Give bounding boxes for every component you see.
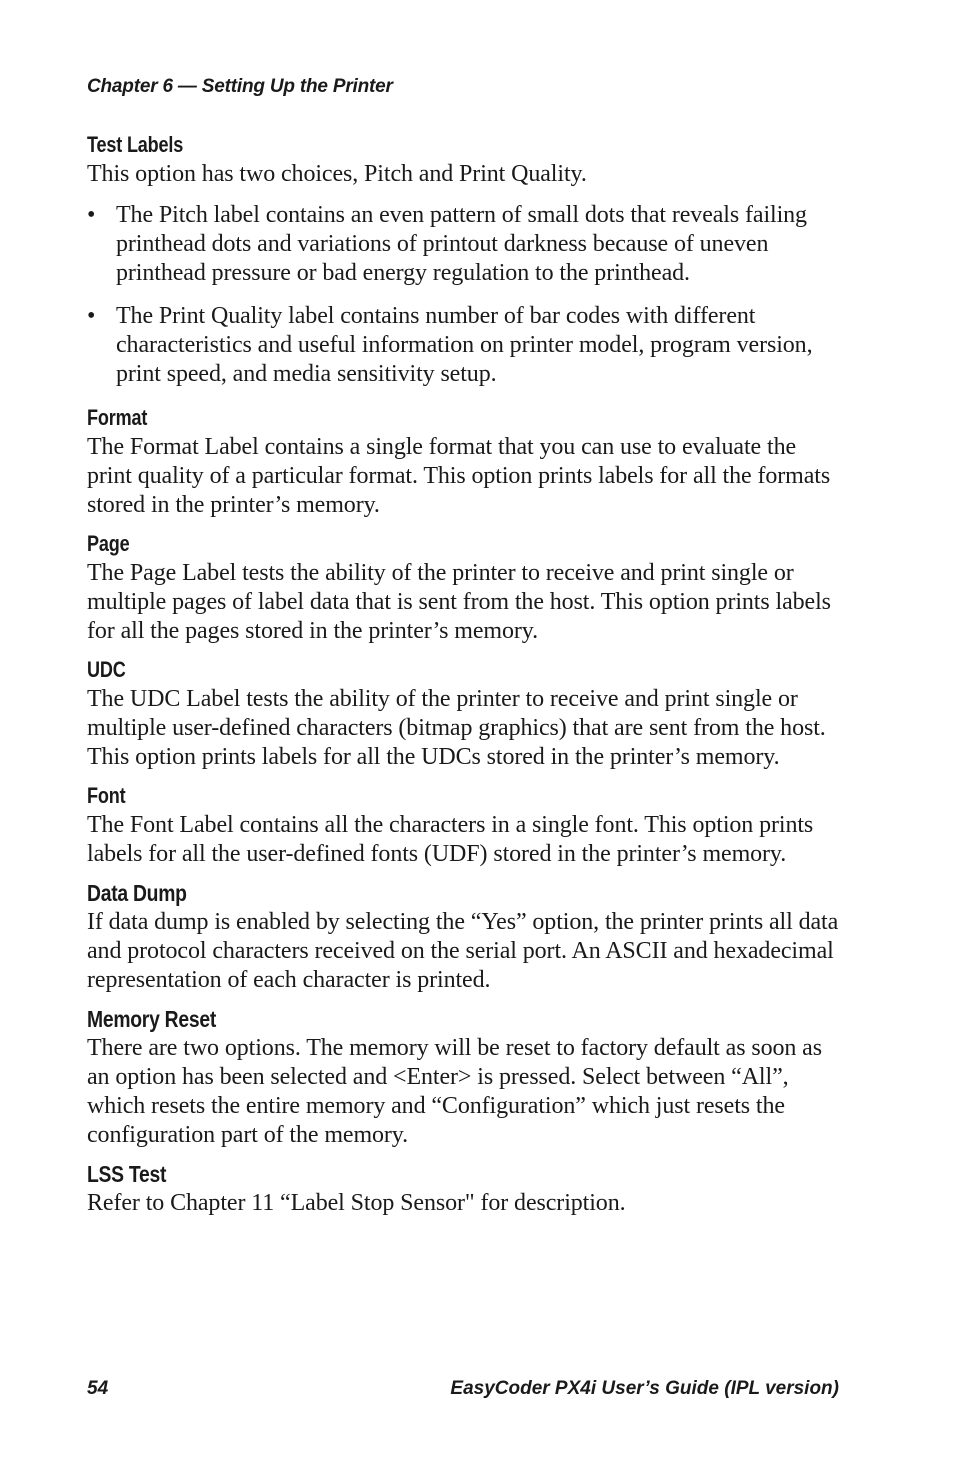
page-content xyxy=(87,130,839,1227)
bullet-mark: • xyxy=(87,202,96,228)
section-memory-reset xyxy=(87,1004,839,1150)
page-number: 54 xyxy=(87,1378,109,1399)
memory-reset-body: There are two options. The memory will be reset to factory default as soon as an option has been selected and <Enter> is pressed. Select between “All”, which resets the entire memory and “Configuration” which just resets the configuration part of the memory. xyxy=(87,1035,822,1148)
section-font xyxy=(87,781,839,869)
section-data-dump xyxy=(87,878,839,995)
bullet-mark: • xyxy=(87,303,96,329)
format-body: The Format Label contains a single format that you can use to evaluate the print quality of a particular format. This option prints labels for all the formats stored in the printer’s memory. xyxy=(87,434,831,518)
data-dump-body: If data dump is enabled by selecting the “Yes” option, the printer prints all data and protocol characters received on the serial port. An ASCII and hexadecimal representation of each character is printed. xyxy=(87,909,839,993)
subheading-format: Format xyxy=(87,405,148,430)
heading-data-dump: Data Dump xyxy=(87,880,187,906)
bullet-text-print-quality: The Print Quality label contains number of bar codes with different characteristics and useful information on printer model, program version, print speed, and media sensitivity setup. xyxy=(116,303,813,387)
lss-test-body: Refer to Chapter 11 “Label Stop Sensor" for description. xyxy=(87,1190,626,1216)
bullet-text-pitch: The Pitch label contains an even pattern of small dots that reveals failing printhead dots and variations of printout darkness because of uneven printhead pressure or bad energy regulation to the printhead. xyxy=(116,202,807,286)
bullet-item-print-quality xyxy=(87,302,839,389)
document-page xyxy=(87,0,839,1475)
bullet-item-pitch xyxy=(87,201,839,288)
heading-lss-test: LSS Test xyxy=(87,1161,167,1187)
subheading-font: Font xyxy=(87,783,126,808)
section-page xyxy=(87,529,839,646)
section-format xyxy=(87,403,839,520)
subheading-test-labels: Test Labels xyxy=(87,132,184,157)
test-labels-intro: This option has two choices, Pitch and Print Quality. xyxy=(87,161,587,187)
page-body: The Page Label tests the ability of the printer to receive and print single or multiple pages of label data that is sent from the host. This option prints labels for all the pages stored in the printer’s memory. xyxy=(87,560,831,644)
section-udc xyxy=(87,655,839,772)
heading-memory-reset: Memory Reset xyxy=(87,1006,217,1032)
subheading-udc: UDC xyxy=(87,657,126,682)
footer-document-title: EasyCoder PX4i User’s Guide (IPL version) xyxy=(450,1378,839,1399)
font-body: The Font Label contains all the characters in a single font. This option prints labels for all the user-defined fonts (UDF) stored in the printer’s memory. xyxy=(87,812,814,867)
section-test-labels xyxy=(87,130,839,389)
subheading-page: Page xyxy=(87,531,130,556)
running-head: Chapter 6 — Setting Up the Printer xyxy=(87,76,393,97)
section-lss-test xyxy=(87,1159,839,1218)
udc-body: The UDC Label tests the ability of the printer to receive and print single or multiple user-defined characters (bitmap graphics) that are sent from the host. This option prints labels for all the UDCs stored in the printer’s memory. xyxy=(87,686,826,770)
test-labels-bullet-list xyxy=(87,201,839,389)
